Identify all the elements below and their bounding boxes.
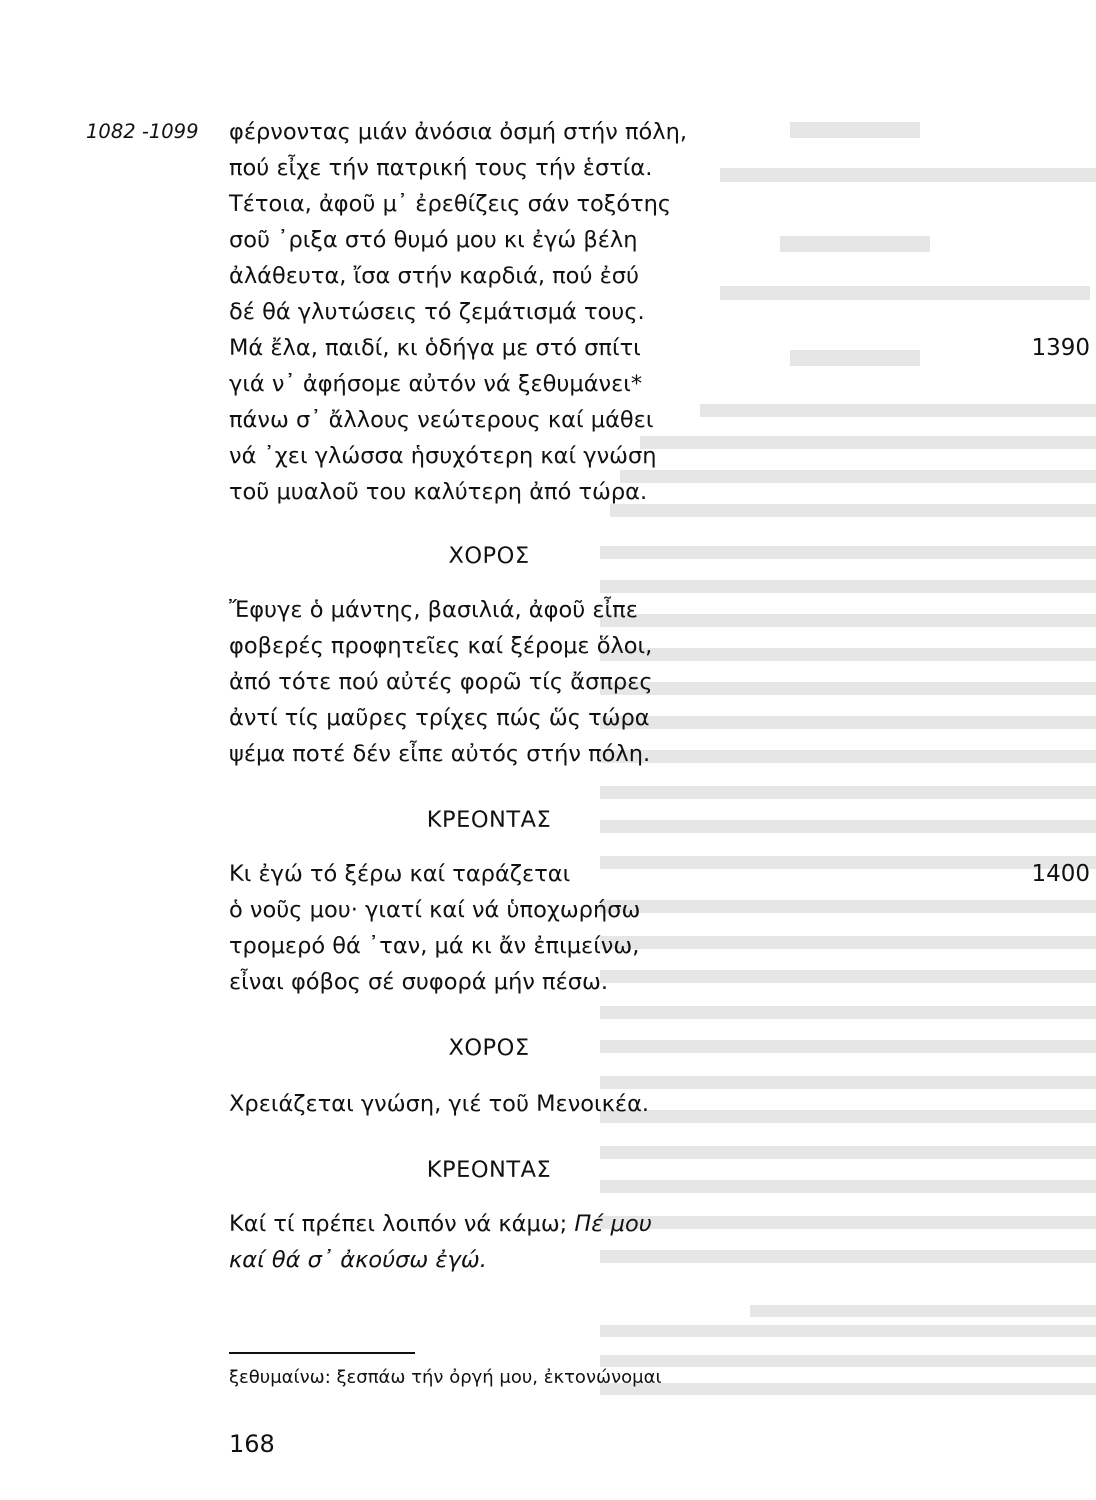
verse-line: ψέμα ποτέ δέν εἶπε αὐτός στήν πόλη. [229,741,651,767]
verse-line: τρομερό θά ᾽ταν, μά κι ἄν ἐπιμείνω, [229,933,640,959]
verse-line: γιά ν᾽ ἀφήσομε αὐτόν νά ξεθυμάνει* [229,371,643,397]
verse-line: Ἔφυγε ὁ μάντης, βασιλιά, ἀφοῦ εἶπε [229,597,638,623]
speaker-heading: ΚΡΕΟΝΤΑΣ [426,807,552,833]
verse-reference: 1082 -1099 [86,120,199,143]
verse-line: Μά ἔλα, παιδί, κι ὁδήγα με στό σπίτι [229,335,641,361]
verse-line: ὁ νοῦς μου· γιατί καί νά ὑποχωρήσω [229,897,641,923]
verse-line: νά ᾽χει γλώσσα ἡσυχότερη καί γνώση [229,443,657,469]
verse-text: Καί τί πρέπει λοιπόν νά κάμω; [229,1211,575,1237]
verse-line: φέρνοντας μιάν ἀνόσια ὀσμή στήν πόλη, [229,119,688,145]
verse-line: ἀντί τίς μαῦρες τρίχες πώς ὥς τώρα [229,705,650,731]
page-number: 168 [229,1430,275,1458]
verse-line: Χρειάζεται γνώση, γιέ τοῦ Μενοικέα. [229,1091,650,1117]
speaker-heading: ΚΡΕΟΝΤΑΣ [426,1157,552,1183]
verse-line: δέ θά γλυτώσεις τό ζεμάτισμά τους. [229,299,645,325]
speaker-heading: ΧΟΡΟΣ [448,1035,530,1061]
verse-line: σοῦ ᾽ριξα στό θυμό μου κι ἐγώ βέλη [229,227,638,253]
verse-line: πού εἶχε τήν πατρική τους τήν ἑστία. [229,155,653,181]
verse-line: τοῦ μυαλοῦ του καλύτερη ἀπό τώρα. [229,479,648,505]
footnote-rule [229,1352,415,1354]
line-number: 1400 [1031,861,1090,887]
verse-line: πάνω σ᾽ ἄλλους νεώτερους καί μάθει [229,407,654,433]
verse-line: φοβερές προφητεῖες καί ξέρομε ὅλοι, [229,633,653,659]
verse-line [229,1210,749,1238]
verse-text-italic: Πέ μου [574,1211,652,1237]
verse-line: καί θά σ᾽ ἀκούσω ἐγώ. [229,1247,487,1273]
speaker-heading: ΧΟΡΟΣ [448,543,530,569]
verse-line: εἶναι φόβος σέ συφορά μήν πέσω. [229,969,609,995]
verse-line: Κι ἐγώ τό ξέρω καί ταράζεται [229,861,571,887]
footnote: ξεθυμαίνω: ξεσπάω τήν ὀργή μου, ἐκτονώνομαι [229,1367,662,1388]
verse-line: ἀλάθευτα, ἴσα στήν καρδιά, πού ἐσύ [229,263,640,289]
verse-line: Τέτοια, ἀφοῦ μ᾽ ἐρεθίζεις σάν τοξότης [229,191,672,217]
line-number: 1390 [1031,335,1090,361]
verse-line: ἀπό τότε πού αὐτές φορῶ τίς ἄσπρες [229,669,653,695]
